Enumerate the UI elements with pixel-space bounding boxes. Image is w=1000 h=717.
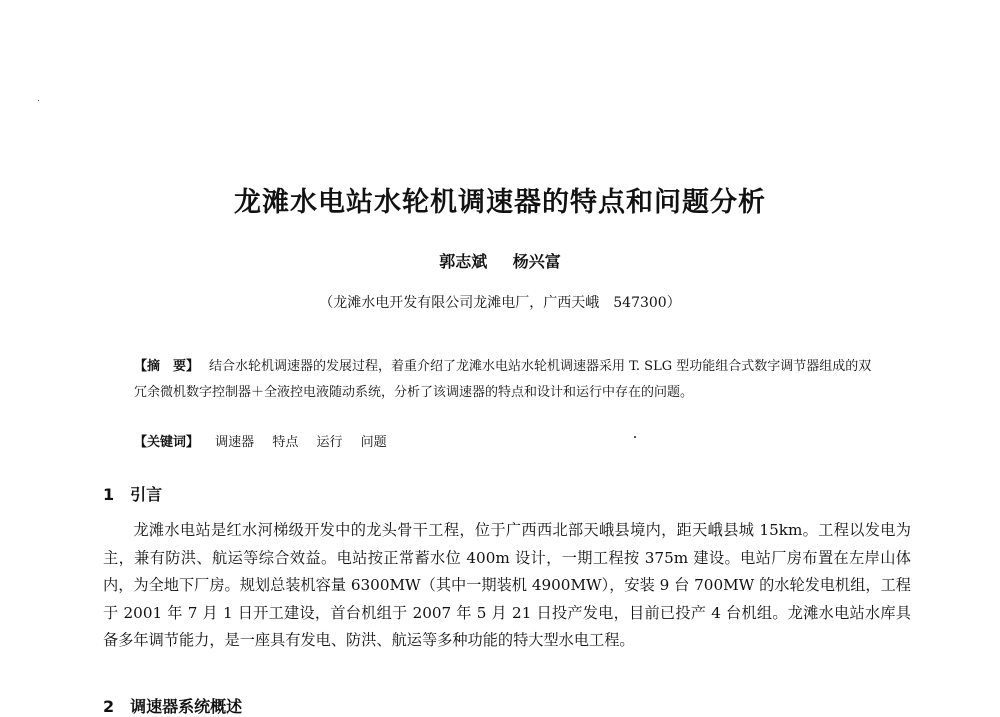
section-number: 2 xyxy=(103,697,115,716)
keyword: 运行 xyxy=(316,435,343,450)
paper-title: 龙滩水电站水轮机调速器的特点和问题分析 xyxy=(234,187,766,218)
author-list xyxy=(0,249,1000,272)
abstract xyxy=(134,354,884,406)
section-title: 引言 xyxy=(130,485,163,504)
scan-speck xyxy=(38,100,39,101)
section-number: 1 xyxy=(103,485,115,504)
section-title: 调速器系统概述 xyxy=(130,697,243,716)
keyword: 调速器 xyxy=(215,435,255,450)
keyword: 特点 xyxy=(272,435,299,450)
author-name: 郭志斌 xyxy=(439,252,488,271)
abstract-text: 结合水轮机调速器的发展过程，着重介绍了龙滩水电站水轮机调速器采用 T. SLG 型功能组合式数字调节器组成的双冗余微机数字控制器＋全液控电液随动系统，分析了该调速器的特点和设计和运行中存在的问题。 xyxy=(134,359,872,400)
affiliation: （龙滩水电开发有限公司龙滩电厂，广西天峨 547300） xyxy=(319,295,681,311)
keyword: 问题 xyxy=(360,435,387,450)
keywords-label: 【关键词】 xyxy=(134,435,200,450)
author-name: 杨兴富 xyxy=(512,252,561,271)
abstract-label: 【摘 要】 xyxy=(134,359,200,374)
keywords xyxy=(134,431,884,450)
section-heading xyxy=(103,482,162,505)
section-paragraph: 龙滩水电站是红水河梯级开发中的龙头骨干工程，位于广西西北部天峨县境内，距天峨县城 15km。工程以发电为主，兼有防洪、航运等综合效益。电站按正常蓄水位 400m 设计，一期工程按 375m 建设。电站厂房布置在左岸山体内，为全地下厂房。规划总装机容量 6300MW（其中一期装机 4900MW），安装 9 台 700MW 的水轮发电机组，工程于 2001 年 7 月 1 日开工建设，首台机组于 2007 年 5 月 21 日投产发电，目前已投产 4 台机组。龙滩水电站水库具备多年调节能力，是一座具有发电、防洪、航运等多种功能的特大型水电工程。 xyxy=(103,521,911,649)
scan-speck xyxy=(634,436,636,438)
